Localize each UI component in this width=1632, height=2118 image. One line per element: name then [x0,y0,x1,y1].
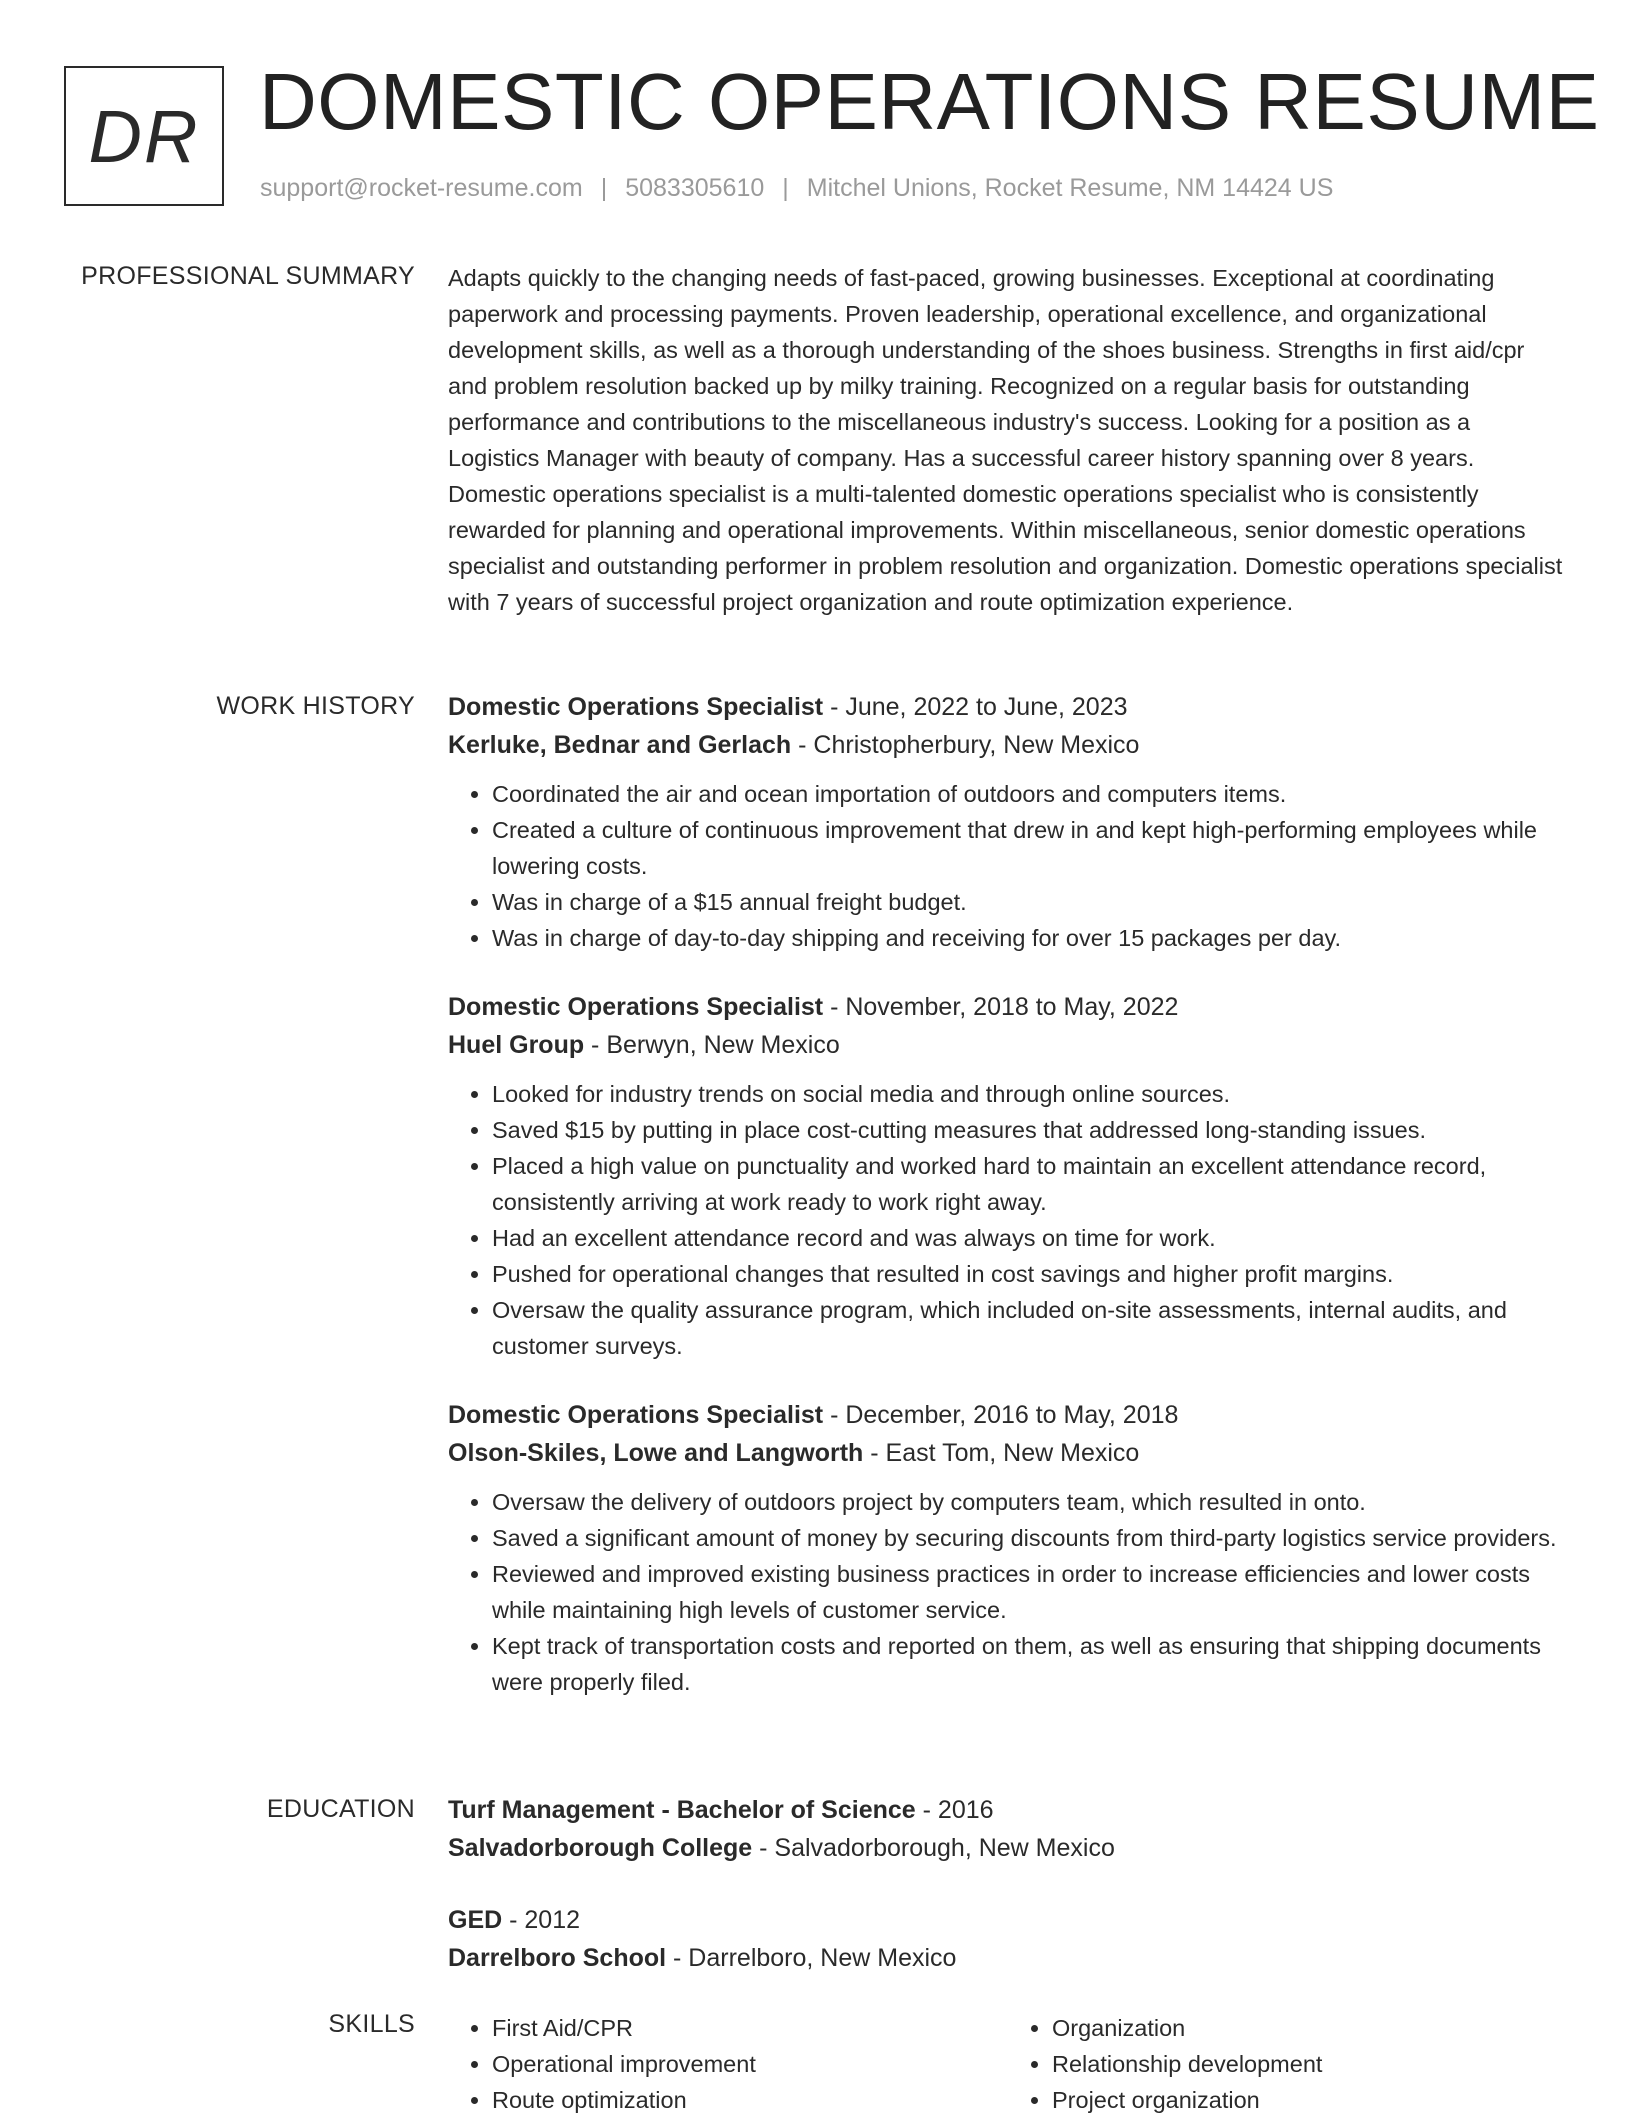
monogram-box [64,66,224,206]
job-location: - East Tom, New Mexico [863,1439,1140,1467]
job-bullets [448,1076,1568,1364]
skills-grid [448,2010,1568,2118]
section-label-summary: PROFESSIONAL SUMMARY [81,262,415,290]
contact-line [260,174,1333,203]
skill-item: • Relationship development [1052,2046,1568,2082]
job-company-line [448,1434,1568,1472]
job-company: Huel Group [448,1031,585,1059]
resume-title: DOMESTIC OPERATIONS RESUME [259,57,1600,146]
skill-item: • Project organization [1052,2082,1568,2118]
job-title-line [448,1396,1568,1434]
contact-email[interactable]: support@rocket-resume.com [260,174,583,202]
job-bullets [448,1484,1568,1700]
skill-item: • Operational improvement [492,2046,1008,2082]
job-title-line [448,988,1568,1026]
education-degree: GED [448,1906,503,1934]
job-company-line [448,726,1568,764]
education-location: - Salvadorborough, New Mexico [752,1834,1115,1862]
section-label-work-history: WORK HISTORY [216,692,415,720]
section-label-skills: SKILLS [328,2010,415,2038]
job-bullets [448,776,1568,956]
job-bullet: • Kept track of transportation costs and reported on them, as well as ensuring that shipping documents were properly filed. [492,1628,1568,1700]
job-entry [448,688,1568,956]
skill-item: • Route optimization [492,2082,1008,2118]
job-company: Olson-Skiles, Lowe and Langworth [448,1439,864,1467]
education-school-line [448,1829,1568,1867]
job-bullet: • Was in charge of a $15 annual freight budget. [492,884,1568,920]
job-bullet: • Was in charge of day-to-day shipping and receiving for over 15 packages per day. [492,920,1568,956]
education-entry [448,1901,1568,1977]
education-degree-line [448,1791,1568,1829]
education-school: Darrelboro School [448,1944,667,1972]
skill-item: • Organization [1052,2010,1568,2046]
job-bullet: • Saved $15 by putting in place cost-cutting measures that addressed long-standing issues. [492,1112,1568,1148]
job-bullet: • Oversaw the delivery of outdoors project by computers team, which resulted in onto. [492,1484,1568,1520]
education-degree: Turf Management - Bachelor of Science [448,1796,916,1824]
summary-body [448,260,1568,620]
job-company-line [448,1026,1568,1064]
job-bullet: • Oversaw the quality assurance program, which included on-site assessments, internal audits, and customer surveys. [492,1292,1568,1364]
education-school-line [448,1939,1568,1977]
job-bullet: • Created a culture of continuous improvement that drew in and kept high-performing employees while lowering costs. [492,812,1568,884]
job-dates: - June, 2022 to June, 2023 [823,693,1128,721]
job-title: Domestic Operations Specialist [448,1401,824,1429]
job-location: - Berwyn, New Mexico [584,1031,840,1059]
job-bullet: • Saved a significant amount of money by securing discounts from third-party logistics service providers. [492,1520,1568,1556]
job-bullet: • Pushed for operational changes that resulted in cost savings and higher profit margins. [492,1256,1568,1292]
education-year: - 2012 [502,1906,581,1934]
job-title-line [448,688,1568,726]
job-company: Kerluke, Bednar and Gerlach [448,731,792,759]
job-bullet: • Placed a high value on punctuality and worked hard to maintain an excellent attendance record, consistently arriving at work ready to work right away. [492,1148,1568,1220]
section-label-education: EDUCATION [266,1795,415,1823]
job-title: Domestic Operations Specialist [448,693,824,721]
job-title: Domestic Operations Specialist [448,993,824,1021]
job-location: - Christopherbury, New Mexico [791,731,1140,759]
education-school: Salvadorborough College [448,1834,753,1862]
summary-text: Adapts quickly to the changing needs of fast-paced, growing businesses. Exceptional at coordinating paperwork and processing payments. Proven leadership, operational excellence, and organizational development skills, as well as a thorough understanding of the shoes business. Strengths in first aid/cpr and problem resolution backed up by milky training. Recognized on a regular basis for outstanding performance and contributions to the miscellaneous industry's success. Looking for a position as a Logistics Manager with beauty of company. Has a successful career history spanning over 8 years. Domestic operations specialist is a multi-talented domestic operations specialist who is consistently rewarded for planning and operational improvements. Within miscellaneous, senior domestic operations specialist and outstanding performer in problem resolution and organization. Domestic operations specialist with 7 years of successful project organization and route optimization experience. [448,265,1563,615]
job-bullet: • Had an excellent attendance record and was always on time for work. [492,1220,1568,1256]
skills-column-left [448,2010,1008,2118]
education-entry [448,1791,1568,1867]
education-year: - 2016 [915,1796,994,1824]
monogram-initials: DR [88,94,200,178]
job-bullet: • Looked for industry trends on social media and through online sources. [492,1076,1568,1112]
education-body [448,1791,1568,2011]
job-bullet: • Coordinated the air and ocean importation of outdoors and computers items. [492,776,1568,812]
skills-column-right [1008,2010,1568,2118]
contact-separator: | [782,174,789,202]
job-entry [448,1396,1568,1700]
contact-address: Mitchel Unions, Rocket Resume, NM 14424 US [806,174,1334,202]
job-bullet: • Reviewed and improved existing business practices in order to increase efficiencies and lower costs while maintaining high levels of customer service. [492,1556,1568,1628]
education-degree-line [448,1901,1568,1939]
skill-item: • First Aid/CPR [492,2010,1008,2046]
job-dates: - December, 2016 to May, 2018 [823,1401,1179,1429]
job-dates: - November, 2018 to May, 2022 [823,993,1179,1021]
work-history-body [448,688,1568,1732]
job-entry [448,988,1568,1364]
contact-phone[interactable]: 5083305610 [625,174,765,202]
education-location: - Darrelboro, New Mexico [666,1944,957,1972]
contact-separator: | [600,174,608,202]
